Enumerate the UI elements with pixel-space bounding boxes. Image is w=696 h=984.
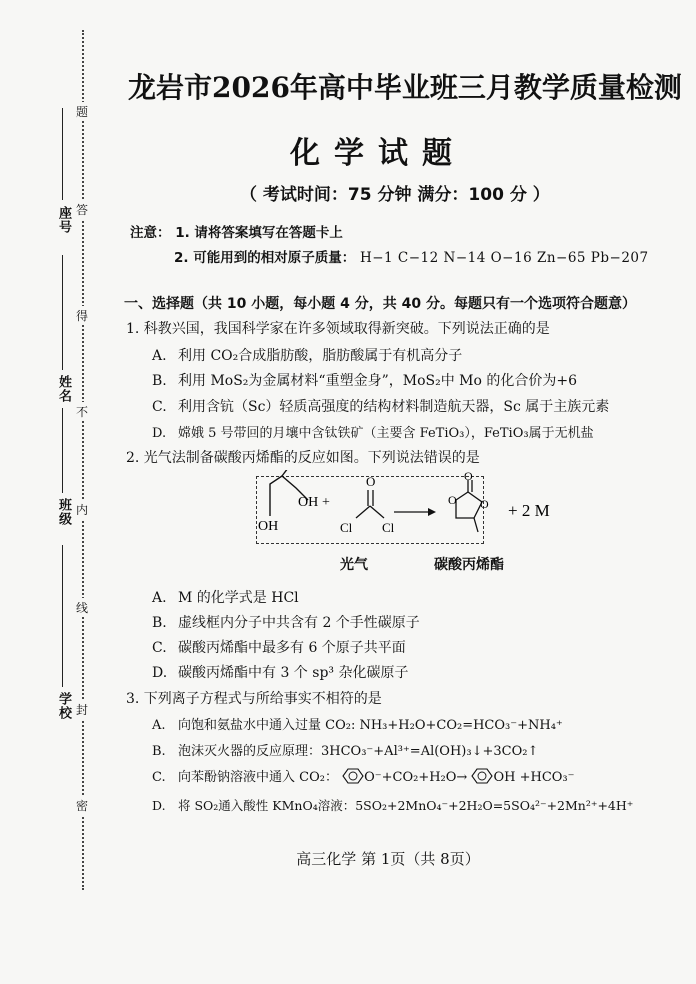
exam-time-score: （ 考试时间：75 分钟 满分：100 分 ） [240, 185, 550, 205]
phosgene-oxygen: O [366, 474, 376, 489]
q1-option-b: B. 利用 MoS₂为金属材料“重塑金身”，MoS₂中 Mo 的化合价为+6 [152, 373, 577, 389]
carbonyl-oxygen: O [464, 470, 473, 483]
notice-row-1 [130, 221, 343, 241]
q3-option-c: C. 向苯酚钠溶液中通入 CO₂： O⁻+CO₂+H₂O→ OH +HCO₃⁻ [152, 770, 575, 785]
phosgene-cl-bond-2 [370, 506, 384, 518]
phosgene-cl-bond-1 [356, 506, 370, 518]
seal-char: 答 [76, 200, 88, 219]
seal-char: 不 [76, 402, 88, 421]
glycol-oh-bottom: OH [258, 519, 279, 534]
methyl-bond [474, 518, 478, 532]
phosgene-chlorine-1: Cl [340, 520, 353, 535]
class-label: 班级 [56, 498, 71, 526]
q1-option-a: A. 利用 CO₂合成脂肪酸，脂肪酸属于有机高分子 [152, 348, 463, 364]
notice-item-1: 1. 请将答案填写在答题卡上 [175, 225, 343, 241]
q2-option-b: B. 虚线框内分子中共含有 2 个手性碳原子 [152, 615, 420, 631]
seat-number-label: 座号 [56, 206, 71, 234]
question-3-stem: 3. 下列离子方程式与所给事实不相符的是 [126, 691, 382, 707]
glycol-oh-top: OH [298, 495, 319, 510]
phenoxide-benzene-ring [342, 768, 364, 784]
q3-option-a: A. 向饱和氨盐水中通入过量 CO₂: NH₃+H₂O+CO₂=HCO₃⁻+NH₄⁺ [152, 718, 563, 733]
q3-option-d: D. 将 SO₂通入酸性 KMnO₄溶液：5SO₂+2MnO₄⁻+2H₂O=5SO₄²⁻+2Mn²⁺+4H⁺ [152, 798, 634, 813]
question-1-stem: 1. 科教兴国，我国科学家在许多领域取得新突破。下列说法正确的是 [126, 321, 550, 337]
phosgene-label: 光气 [340, 557, 368, 573]
seal-char: 线 [76, 598, 88, 617]
seal-char: 封 [76, 700, 88, 719]
seal-char: 密 [76, 796, 88, 815]
notice-item-2: 2. 可能用到的相对原子质量： [174, 250, 356, 266]
q2-option-c: C. 碳酸丙烯酯中最多有 6 个原子共平面 [152, 640, 406, 656]
school-line [62, 545, 63, 687]
byproduct-m: + 2 M [508, 501, 550, 520]
q1-option-d: D. 嫦娥 5 号带回的月壤中含钛铁矿（主要含 FeTiO₃），FeTiO₃属于无机盐 [152, 426, 594, 441]
carbonate-ring [456, 492, 482, 518]
seal-char: 内 [76, 500, 88, 519]
notice-row-2 [174, 246, 649, 266]
name-label: 姓名 [56, 375, 71, 403]
seal-char: 得 [76, 306, 88, 325]
plus-sign: + [322, 495, 330, 510]
product-label: 碳酸丙烯酯 [434, 557, 504, 573]
reaction-arrow-head [428, 508, 436, 516]
ring-oxygen-2: O [480, 497, 489, 511]
school-label: 学校 [56, 692, 71, 720]
notice-label: 注意： [130, 225, 171, 241]
q3-option-b: B. 泡沫灭火器的反应原理：3HCO₃⁻+Al³⁺=Al(OH)₃↓+3CO₂↑ [152, 744, 539, 759]
glycol-methyl-bond [282, 470, 288, 476]
name-line [62, 255, 63, 370]
phosgene-chlorine-2: Cl [382, 520, 395, 535]
atomic-masses: H−1 C−12 N−14 O−16 Zn−65 Pb−207 [359, 250, 649, 266]
phenol-benzene-ring [471, 768, 493, 784]
seal-char: 题 [76, 102, 88, 121]
reaction-scheme [256, 470, 586, 550]
class-line [62, 408, 63, 493]
section-heading: 一、选择题（共 10 小题，每小题 4 分，共 40 分。每题只有一个选项符合题意） [124, 296, 636, 312]
page-footer: 高三化学 第 1页（共 8页） [296, 850, 480, 868]
q2-option-a: A. M 的化学式是 HCl [152, 590, 299, 606]
ring-oxygen-1: O [448, 493, 457, 507]
exam-title: 龙岩市2026年高中毕业班三月教学质量检测 [128, 71, 682, 104]
question-2-stem: 2. 光气法制备碳酸丙烯酯的反应如图。下列说法错误的是 [126, 450, 480, 466]
subject-title: 化学试题 [290, 136, 466, 171]
q2-option-d: D. 碳酸丙烯酯中有 3 个 sp³ 杂化碳原子 [152, 665, 409, 681]
q1-option-c: C. 利用含钪（Sc）轻质高强度的结构材料制造航天器，Sc 属于主族元素 [152, 399, 610, 415]
